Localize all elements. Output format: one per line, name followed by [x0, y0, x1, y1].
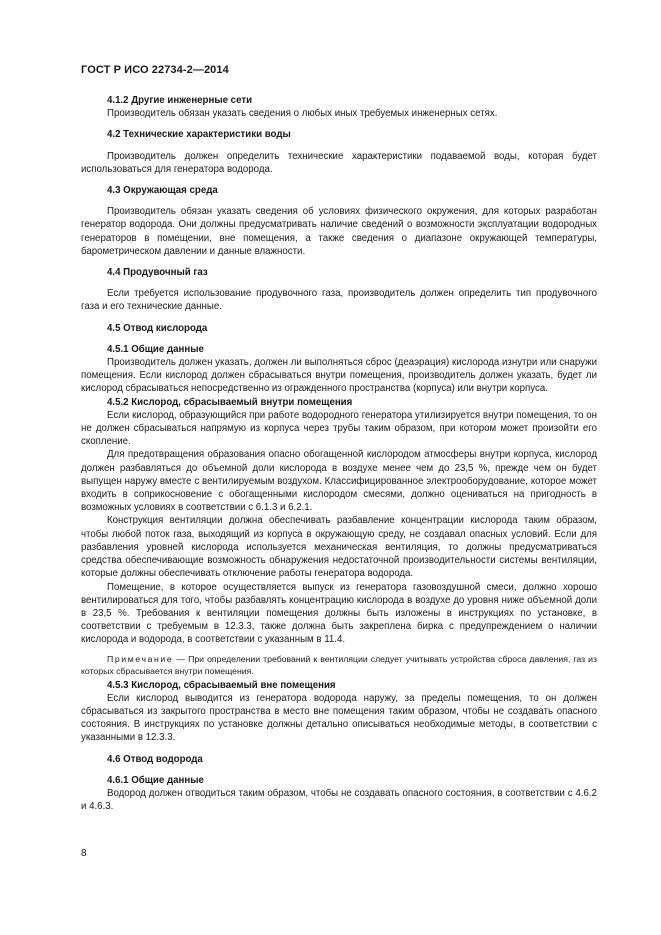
- section-4-5-2-paragraph-4: Помещение, в которое осуществляется выпуск из генератора газовоздушной смеси, должно хорошо вентилироваться для того, чтобы разбавлять концентрацию кислорода в воздухе до уровня ниже объемной доли в 23,5 %. Требования к вентиляции помещения должны быть изложены в инструкциях по установке, в соответствии с требуемым в 12.3.3, также должна быть закреплена бирка с предупреждением о наличии кислорода и водорода, в соответствии с указанным в 11.4.: [81, 581, 597, 646]
- section-4-5-2-paragraph-3: Конструкция вентиляции должна обеспечивать разбавление концентрации кислорода таким образом, чтобы любой поток газа, выходящий из корпуса в окружающую среду, не создавал опасных условий. Если для разбавления уровней кислорода используется механическая вентиляция, то должны предусматриваться средства обеспечивающие возможность обнаружения недостаточной производительности системы вентиляции, которые должны обеспечивать отключение работы генератора водорода.: [81, 515, 597, 580]
- section-4-3-text: Производитель обязан указать сведения об условиях физического окружения, для которых разработан генератор водорода. Они должны предусматривать наличие сведений о возможности эксплуатации водородных генераторов в помещении, вне помещения, а также сведения о диапазоне окружающей температуры, барометрическом давлении и данные влажности.: [81, 206, 597, 257]
- section-4-1-2-title: 4.1.2 Другие инженерные сети: [107, 95, 253, 106]
- section-4-5-title: 4.5 Отвод кислорода: [107, 322, 208, 334]
- section-4-3-title: 4.3 Окружающая среда: [107, 185, 218, 197]
- section-4-1-2-text: Производитель обязан указать сведения о любых иных требуемых инженерных сетях.: [107, 108, 498, 120]
- section-4-5-3-title: 4.5.3 Кислород, сбрасываемый вне помещения: [107, 679, 336, 691]
- section-4-4-text: Если требуется использование продувочного газа, производитель должен определить тип продувочного газа и его технические данные.: [81, 288, 597, 313]
- section-4-5-3-text: Если кислород выводится из генератора водорода наружу, за пределы помещения, то он должен сбрасываться из закрытого пространства в место вне помещения таким образом, чтобы не создавать опасного состояния. В инструкциях по установке должны детально описываться необходимые методы, в соответствии с указанными в 12.3.3.: [81, 692, 597, 744]
- note-label: Примечание: [107, 653, 174, 664]
- section-4-6-title: 4.6 Отвод водорода: [107, 753, 203, 765]
- document-body: [81, 94, 597, 813]
- section-4-4-title: 4.4 Продувочный газ: [107, 267, 208, 279]
- section-4-5-2-paragraph-2: Для предотвращения образования опасно обогащенной кислородом атмосферы внутри корпуса, кислород должен разбавляться до объемной доли кислорода в воздухе менее чем до 23,5 %, прежде чем он будет выпущен наружу вместе с вентилируемым воздухом. Классифицированное электрооборудование, которое может входить в соприкосновение с обогащенными кислородом смесями, должно оцениваться на пригодность в возможных условиях в соответствии с 6.1.3 и 6.2.1.: [81, 449, 597, 514]
- section-4-2-title: 4.2 Технические характеристики воды: [107, 129, 291, 141]
- section-4-5-1-title: 4.5.1 Общие данные: [107, 343, 204, 355]
- section-4-5-2-title: 4.5.2 Кислород, сбрасываемый внутри помещения: [107, 396, 353, 408]
- section-4-6-1-title: 4.6.1 Общие данные: [107, 774, 204, 786]
- section-4-5-2-paragraph-1: Если кислород, образующийся при работе водородного генератора утилизируется внутри помещения, то он не должен сбрасываться напрямую из корпуса через трубы таким образом, при котором может произойти его скопление.: [81, 409, 597, 448]
- section-4-5-1-text: Производитель должен указать, должен ли выполняться сброс (деаэрация) кислорода изнутри или снаружи помещения. Если кислород должен сбрасываться внутри помещения, производитель должен указать, будет ли кислород сбрасываться непосредственно из огражденного пространства (корпуса) или внутри корпуса.: [81, 357, 597, 395]
- section-4-2-text: Производитель должен определить технические характеристики подаваемой воды, которая будет использоваться для генератора водорода.: [81, 150, 597, 175]
- section-4-6-1-text: Водород должен отводиться таким образом, чтобы не создавать опасного состояния, в соответствии с 4.6.2 и 4.6.3.: [81, 787, 597, 813]
- section-4-5-2-note: [81, 653, 597, 677]
- document-header: ГОСТ Р ИСО 22734-2—2014: [81, 64, 229, 76]
- page-number: 8: [81, 848, 87, 859]
- note-text: — При определении требований к вентиляции следует учитывать устройства сброса давления, газ из которых сбрасывается внутри помещения.: [81, 653, 597, 676]
